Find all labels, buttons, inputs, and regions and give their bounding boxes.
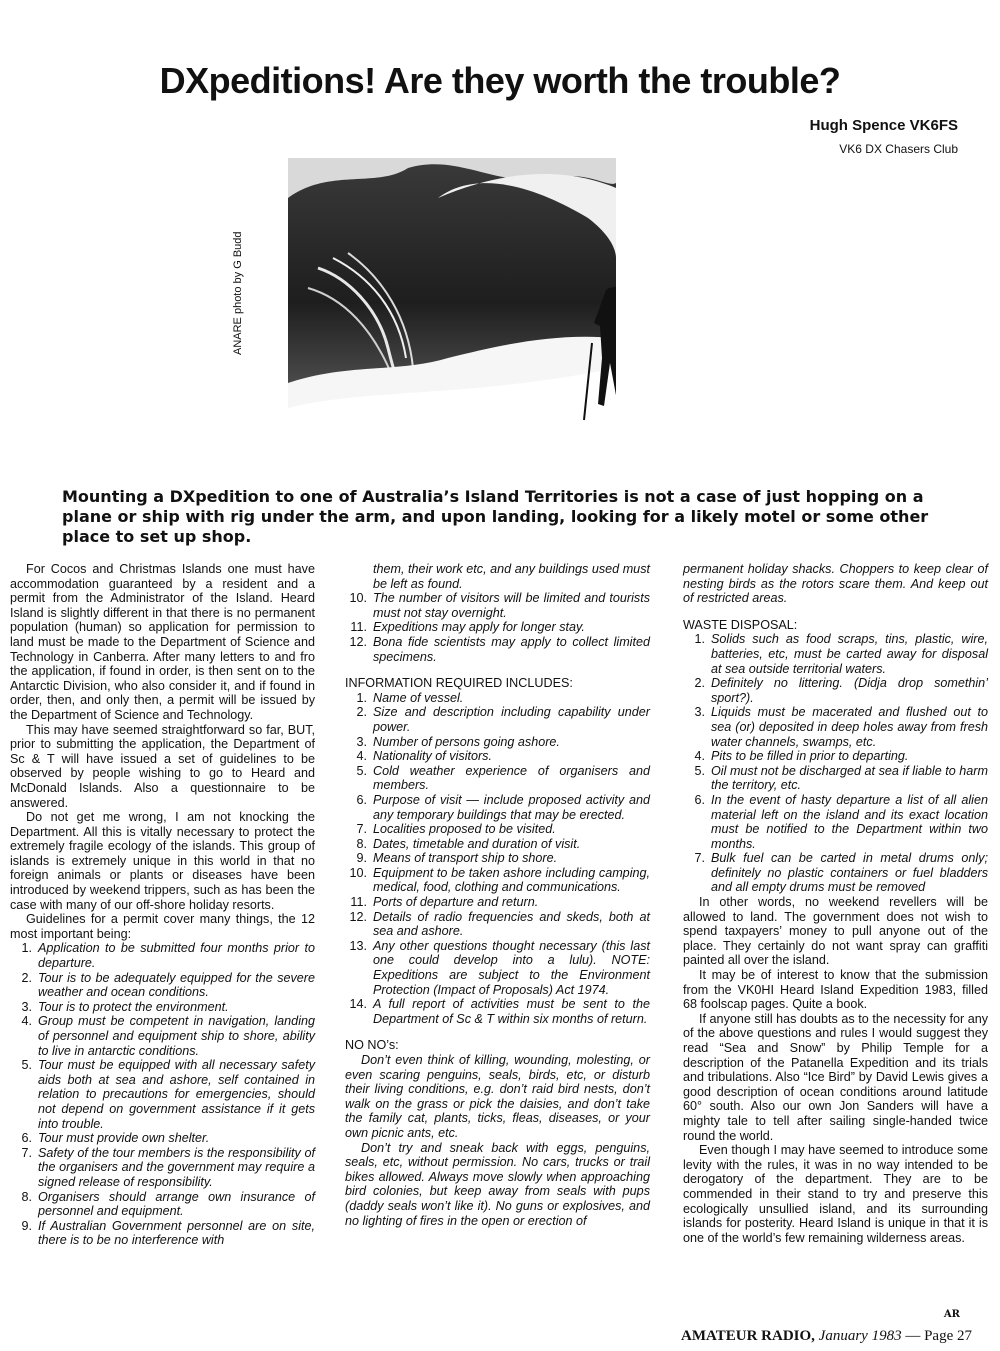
list-item: 3. Number of persons going ashore. (356, 734, 560, 749)
list-item: 4. Pits to be filled in prior to departing. (694, 749, 909, 764)
article-photo (288, 158, 616, 448)
list-item: 1. Name of vessel. (356, 690, 464, 705)
section-heading: NO NO’s: (345, 1038, 399, 1053)
list-item: 1. Solids such as food scraps, tins, plastic, wire, batteries, etc, must be carted away for disposal at sea outside territorial waters. (694, 632, 988, 676)
list-item: 14. A full report of activities must be sent to the Department of Sc & T within six months of return. (349, 997, 650, 1026)
page-footer (681, 1328, 972, 1345)
paragraph: Guidelines for a permit cover many things, the 12 most important being: (10, 912, 315, 941)
info-list (345, 691, 650, 1027)
paragraph: Do not get me wrong, I am not knocking the Department. All this is vitally necessary to protect the extremely fragile ecology of the islands. This group of islands is extremely unique in this world in that no foreign animals or plants or diseases have been introduced by weekend trippers, such as has been the case with many of our off-shore holiday resorts. (10, 810, 315, 912)
column-1 (10, 562, 315, 1248)
paragraph: For Cocos and Christmas Islands one must have accommodation guaranteed by a resident and a permit from the Administrator of the Island. Heard Island is slightly different in that there is no permanent population (human) so application for permission to land must be made to the Department of Science and Technology in Canberra. After many letters to and fro the application, if found in order, is then sent on to the Antarctic Division, who also consider it, and if found in order, then, and only then, a permit will be issued by the Department of Science and Technology. (10, 562, 315, 722)
list-item: 6. Purpose of visit — include proposed activity and any temporary buildings that may be erected. (356, 792, 650, 822)
list-item: 13. Any other questions thought necessary (this last one could develop into a lulu). NOTE: Expeditions are subject to the Environment Protection (Impact of Proposals) Act 1974. (349, 938, 650, 997)
author-name: Hugh Spence VK6FS (809, 117, 958, 134)
article-title: DXpeditions! Are they worth the trouble? (159, 60, 841, 101)
paragraph: Don’t even think of killing, wounding, molesting, or even scaring penguins, seals, birds, etc, or disturb their living conditions, e.g. don’t raid bird nests, don’t walk on the grass or pick the daisies, and don’t take the family cat, plants, ticks, fleas, diseases, or your own picnic ants, etc. (345, 1053, 650, 1140)
list-item: 7. Localities proposed to be visited. (356, 822, 556, 837)
list-item: 5. Tour must be equipped with all necessary safety aids both at sea and ashore, self contained in relation to precautions for emergencies, should not depend on government assistance if it gets into trouble. (21, 1058, 315, 1131)
list-item: them, their work etc, and any buildings used must be left as found. (373, 562, 650, 591)
list-item: 9. Means of transport ship to shore. (356, 851, 558, 866)
paragraph: This may have seemed straightforward so far, BUT, prior to submitting the application, the Department of Sc & T will have issued a set of guidelines to be observed by people wishing to go to Heard and McDonald Islands. Also a questionnaire to be answered. (10, 722, 315, 810)
list-item: 11. Ports of departure and return. (350, 895, 539, 910)
list-item: 7. Bulk fuel can be carted in metal drums only; definitely no plastic containers or fuel bladders and all empty drums must be removed (694, 851, 988, 895)
paragraph: Don’t try and sneak back with eggs, penguins, seals, etc, without permission. No cars, trucks or trail bikes allowed. Always move slowly when approaching bird colonies, but keep away from seals with pups (daddy seals won’t like it). No guns or explosives, and no lighting of fires in the open or erection of (345, 1140, 650, 1228)
guidelines-list (10, 941, 315, 1247)
guidelines-list-continued (345, 562, 650, 664)
list-item: 12. Details of radio frequencies and skeds, both at sea and ashore. (349, 909, 650, 939)
list-item: 1. Application to be submitted four months prior to departure. (21, 941, 315, 971)
list-item: 2. Definitely no littering. (Didja drop somethin’ sport?). (694, 676, 988, 705)
list-item: 6. Tour must provide own shelter. (21, 1131, 210, 1146)
paragraph: Even though I may have seemed to introduce some levity with the rules, it was in no way intended to be derogatory of the department. They are to be commended in their stand to try and preserve this ecologically unsullied island, and its surrounding islands for posterity. Heard Island is unique in that it is one of the world’s few remaining wilderness areas. (683, 1143, 988, 1245)
list-item: 3. Tour is to protect the environment. (21, 999, 229, 1014)
list-item: 2. Tour is to be adequately equipped for the severe weather and ocean conditions. (21, 970, 315, 1000)
section-heading: WASTE DISPOSAL: (683, 617, 798, 632)
list-item: 4. Nationality of visitors. (356, 749, 492, 764)
author-affiliation: VK6 DX Chasers Club (839, 142, 958, 156)
paragraph: If anyone still has doubts as to the necessity for any of the above questions and rules I would suggest they read “Sea and Snow” by Philip Temple for a description of the Patanella Expedition and its trials and tribulations. Also “Ice Bird” by David Lewis gives a good description of ocean conditions around latitude 60° south. Also our own Jon Sanders will have a mighty tale to tell after sailing single-handed twice round the world. (683, 1011, 988, 1143)
lead-paragraph: Mounting a DXpedition to one of Australia’s Island Territories is not a case of just hopping on a plane or ship with rig under the arm, and upon landing, looking for a likely motel or some other place to set up shop. (62, 487, 929, 546)
list-item: 4. Group must be competent in navigation, landing of personnel and equipment ship to shore, ability to live in antarctic conditions. (21, 1014, 315, 1058)
section-heading: INFORMATION REQUIRED INCLUDES: (345, 676, 573, 691)
end-mark: AR (943, 1309, 960, 1320)
paragraph: It may be of interest to know that the submission from the VK0HI Heard Island Expedition 1983, filled 68 foolscap pages. Quite a book. (683, 968, 988, 1012)
list-item: 9. If Australian Government personnel are on site, there is to be no interference with (21, 1218, 315, 1248)
list-item: 7. Safety of the tour members is the responsibility of the organisers and the government may require a signed release of responsibility. (21, 1145, 315, 1189)
list-item: 10. The number of visitors will be limited and tourists must not stay overnight. (349, 591, 650, 620)
snow-plume-photo (288, 158, 616, 448)
issue-date: January 1983 (818, 1328, 902, 1344)
list-item: 10. Equipment to be taken ashore including camping, medical, food, clothing and communications. (349, 865, 650, 895)
paragraph: In other words, no weekend revellers will be allowed to land. The government does not wish to spend taxpayers’ money to pull anyone out of the place. They certainly do not want spray can graffiti painted all over the island. (683, 895, 988, 968)
list-item: 8. Organisers should arrange own insurance of personnel and equipment. (21, 1189, 315, 1219)
waste-list (683, 632, 988, 895)
list-item: 5. Oil must not be discharged at sea if liable to harm the territory, etc. (694, 763, 988, 793)
list-item: 6. In the event of hasty departure a list of all alien material left on the island and its exact location must be notified to the Department within two months. (694, 792, 988, 851)
list-item: 11. Expeditions may apply for longer stay. (350, 620, 585, 635)
column-2 (345, 562, 650, 1228)
list-item: 12. Bona fide scientists may apply to collect limited specimens. (349, 634, 650, 664)
magazine-name: AMATEUR RADIO, (681, 1328, 815, 1344)
column-3 (683, 562, 988, 1245)
list-item: 2. Size and description including capability under power. (356, 705, 650, 734)
list-item: 8. Dates, timetable and duration of visit. (356, 836, 581, 851)
list-item: 3. Liquids must be macerated and flushed out to sea (or) deposited in deep holes away from fresh water channels, swamps, etc. (694, 705, 988, 749)
page-number: — Page 27 (905, 1328, 972, 1344)
list-item: 5. Cold weather experience of organisers and members. (356, 763, 650, 793)
photo-credit: ANARE photo by G Budd (232, 231, 244, 355)
paragraph: permanent holiday shacks. Choppers to keep clear of nesting birds as the rotors scare them. And keep out of restricted areas. (683, 562, 988, 606)
